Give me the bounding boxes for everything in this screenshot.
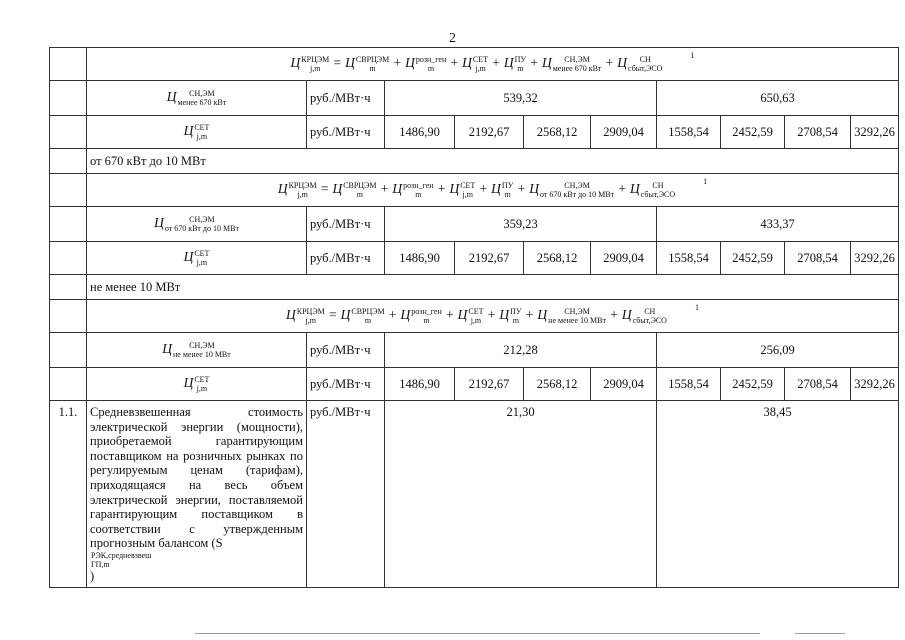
price-formula: Ц КРЦЭМ j,m = Ц СВРЦЭМ m + Ц розн_ген m + Ц СЕТ j,m + Ц ПУ m + Ц СН,ЭМ менее 670 кВт + Ц СН сбыт,ЭСО $^1$: [290, 51, 695, 73]
price-symbol: Ц КРЦЭМ j,m: [277, 181, 317, 199]
set-value-cell: 1558,54: [657, 116, 721, 149]
set-value-cell: 2909,04: [591, 116, 657, 149]
price-symbol: Ц КРЦЭМ j,m: [286, 307, 325, 325]
price-symbol: Ц СН сбыт,ЭСО: [621, 307, 667, 325]
set-value-cell: 3292,26: [851, 116, 899, 149]
set-value-cell: 2708,54: [785, 242, 851, 275]
price-symbol: Ц ПУ m: [491, 181, 514, 199]
set-value-cell: 2192,67: [455, 368, 524, 401]
set-row: [50, 368, 899, 401]
set-value-cell: 2568,12: [524, 116, 591, 149]
sn-value-left: 539,32: [385, 81, 657, 116]
set-value-cell: 2452,59: [721, 242, 785, 275]
footer-rule-short: [795, 633, 845, 634]
index-cell: [50, 81, 87, 116]
item-number: 1.1.: [50, 401, 87, 588]
price-symbol: Ц СН сбыт,ЭСО: [630, 181, 676, 199]
description-line: поставщиком на розничных рынках по: [90, 448, 303, 463]
description-line: соответствии с утвержденным: [90, 521, 303, 536]
item-description: [87, 401, 307, 588]
set-value-cell: 1558,54: [657, 368, 721, 401]
price-symbol: Ц СЕТ j,m: [183, 375, 210, 393]
set-value-cell: 2452,59: [721, 116, 785, 149]
tariff-table: [49, 47, 899, 588]
unit-cell: руб./МВт·ч: [307, 333, 385, 368]
price-symbol: Ц ПУ m: [503, 55, 527, 73]
formula-row: [50, 174, 899, 207]
set-value-cell: 3292,26: [851, 242, 899, 275]
unit-cell: руб./МВт·ч: [307, 242, 385, 275]
price-formula: Ц КРЦЭМ j,m = Ц СВРЦЭМ m + Ц розн_ген m + Ц СЕТ j,m + Ц ПУ m + Ц СН,ЭМ от 670 кВт до 10 МВт + Ц СН сбыт,ЭСО $^1$: [277, 177, 708, 199]
description-line: прогнозным балансом (S РЭК,средневзвеш ГП,m ): [90, 536, 223, 583]
price-formula: Ц КРЦЭМ j,m = Ц СВРЦЭМ m + Ц розн_ген m + Ц СЕТ j,m + Ц ПУ m + Ц СН,ЭМ не менее 10 МВт + Ц СН сбыт,ЭСО $^1$: [286, 303, 699, 325]
price-symbol: Ц СН сбыт,ЭСО: [617, 55, 663, 73]
price-symbol: Ц СВРЦЭМ m: [340, 307, 385, 325]
price-symbol: Ц СЕТ j,m: [449, 181, 476, 199]
price-symbol: Ц СЕТ j,m: [457, 307, 484, 325]
set-row: [50, 116, 899, 149]
item-value-right: 38,45: [657, 401, 899, 588]
set-value-cell: 1486,90: [385, 116, 455, 149]
set-value-cell: 2909,04: [591, 368, 657, 401]
unit-cell: руб./МВт·ч: [307, 207, 385, 242]
price-symbol: Ц СЕТ j,m: [183, 249, 210, 267]
description-line: приобретаемой гарантирующим: [90, 434, 303, 449]
price-symbol: Ц СВРЦЭМ m: [345, 55, 390, 73]
price-symbol: Ц розн_ген m: [392, 181, 434, 199]
set-value-cell: 2708,54: [785, 368, 851, 401]
description-line: Средневзвешенная стоимость: [90, 405, 303, 419]
footer-rule: [195, 633, 760, 634]
price-symbol: Ц ПУ m: [499, 307, 522, 325]
set-value-cell: 2452,59: [721, 368, 785, 401]
item-row: [50, 401, 899, 588]
sn-symbol: Ц СН,ЭМ от 670 кВт до 10 МВт: [154, 215, 239, 233]
index-cell: [50, 207, 87, 242]
price-symbol: Ц розн_ген m: [405, 55, 447, 73]
unit-cell: руб./МВт·ч: [307, 401, 385, 588]
sn-value-right: 256,09: [657, 333, 899, 368]
index-cell: [50, 48, 87, 81]
index-cell: [50, 242, 87, 275]
footnote-marker: 1: [690, 51, 695, 61]
sn-symbol: Ц СН,ЭМ не менее 10 МВт: [537, 307, 606, 325]
sn-row: [50, 333, 899, 368]
sn-value-right: 650,63: [657, 81, 899, 116]
sn-value-left: 359,23: [385, 207, 657, 242]
price-symbol: Ц СВРЦЭМ m: [332, 181, 377, 199]
sn-value-right: 433,37: [657, 207, 899, 242]
set-row: [50, 242, 899, 275]
price-symbol: Ц КРЦЭМ j,m: [290, 55, 330, 73]
section-heading-row: [50, 149, 899, 174]
set-value-cell: 2708,54: [785, 116, 851, 149]
set-value-cell: 2568,12: [524, 242, 591, 275]
price-symbol: Ц розн_ген m: [400, 307, 442, 325]
index-cell: [50, 368, 87, 401]
sn-row: [50, 81, 899, 116]
page-number: 2: [449, 31, 456, 46]
unit-cell: руб./МВт·ч: [307, 116, 385, 149]
description-line: электрической энергии (мощности),: [90, 419, 303, 434]
sn-value-left: 212,28: [385, 333, 657, 368]
section-heading-row: [50, 275, 899, 300]
index-cell: [50, 333, 87, 368]
sn-symbol: Ц СН,ЭМ менее 670 кВт: [541, 55, 602, 73]
index-cell: [50, 149, 87, 174]
price-symbol: Ц СЕТ j,m: [183, 123, 210, 141]
formula-row: [50, 48, 899, 81]
price-symbol: Ц СЕТ j,m: [462, 55, 488, 73]
description-line: регулируемым ценам (тарифам),: [90, 463, 303, 478]
index-cell: [50, 300, 87, 333]
description-line: гарантирующим поставщиком в: [90, 507, 303, 522]
index-cell: [50, 275, 87, 300]
index-cell: [50, 116, 87, 149]
sn-symbol: Ц СН,ЭМ менее 670 кВт: [166, 89, 227, 107]
section-heading: не менее 10 МВт: [87, 275, 899, 300]
set-value-cell: 2909,04: [591, 242, 657, 275]
item-value-left: 21,30: [385, 401, 657, 588]
sn-row: [50, 207, 899, 242]
unit-cell: руб./МВт·ч: [307, 81, 385, 116]
set-value-cell: 3292,26: [851, 368, 899, 401]
footnote-marker: 1: [694, 303, 699, 313]
set-value-cell: 2568,12: [524, 368, 591, 401]
set-value-cell: 2192,67: [455, 242, 524, 275]
index-cell: [50, 174, 87, 207]
set-value-cell: 1558,54: [657, 242, 721, 275]
section-heading: от 670 кВт до 10 МВт: [87, 149, 899, 174]
unit-cell: руб./МВт·ч: [307, 368, 385, 401]
formula-row: [50, 300, 899, 333]
set-value-cell: 2192,67: [455, 116, 524, 149]
footnote-marker: 1: [703, 177, 708, 187]
sn-symbol: Ц СН,ЭМ не менее 10 МВт: [162, 341, 231, 359]
description-line: электрической энергии, поставляемой: [90, 492, 303, 507]
set-value-cell: 1486,90: [385, 242, 455, 275]
description-line: приходящаяся на весь объем: [90, 477, 303, 492]
sn-symbol: Ц СН,ЭМ от 670 кВт до 10 МВт: [529, 181, 615, 199]
set-value-cell: 1486,90: [385, 368, 455, 401]
